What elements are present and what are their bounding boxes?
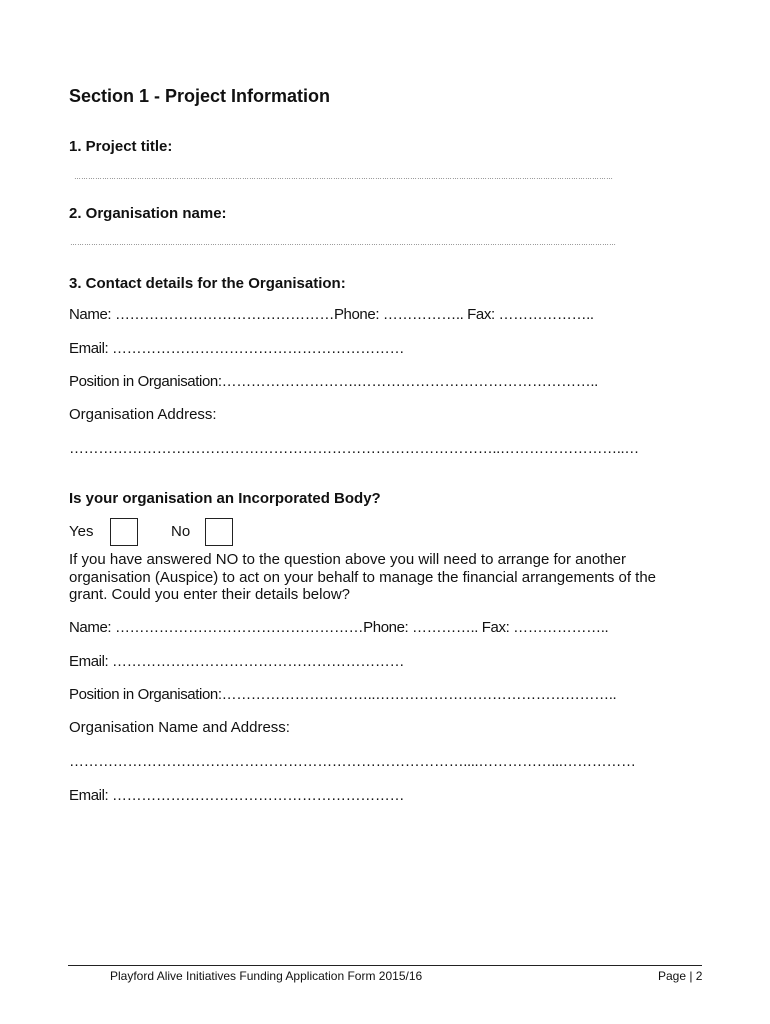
- no-label: No: [171, 523, 191, 540]
- organisation-address-field[interactable]: ……………………………………………………………………………..……………………..…: [69, 440, 639, 457]
- yes-label: Yes: [69, 523, 94, 540]
- auspice-explanation: If you have answered NO to the question above you will need to arrange for another organisation (Auspice) to act on your behalf to manage the financial arrangements of the grant. Could you enter their details below?: [69, 551, 657, 603]
- footer-divider: [68, 965, 702, 966]
- organisation-name-field[interactable]: ………………………………………………………………………………………………………………………………………………………………………………………………………………: [70, 240, 616, 247]
- organisation-address-label: Organisation Address:: [69, 406, 217, 423]
- contact-email-field[interactable]: Email: ……………………………………………………: [69, 340, 405, 357]
- contact-name-phone-fax-field[interactable]: Name: ………………………………………Phone: …………….. Fax: ………………..: [69, 306, 594, 323]
- no-checkbox[interactable]: [205, 518, 233, 546]
- project-title-field[interactable]: ……………………………………………………………………………………………………………………………………………………………………………………………………………: [74, 174, 613, 181]
- auspice-position-field[interactable]: Position in Organisation:…………………………..…………………………………………..: [69, 686, 617, 703]
- section-title: Section 1 - Project Information: [69, 86, 331, 106]
- project-title-label: 1. Project title:: [69, 138, 173, 155]
- footer-form-title: Playford Alive Initiatives Funding Application Form 2015/16: [110, 969, 423, 983]
- incorporated-question: Is your organisation an Incorporated Body?: [69, 490, 381, 507]
- auspice-name-phone-fax-field[interactable]: Name: ……………………………………………Phone: ………….. Fax: ………………..: [69, 619, 609, 636]
- footer-page-number: Page | 2: [658, 969, 703, 983]
- auspice-address-label: Organisation Name and Address:: [69, 719, 290, 736]
- yes-checkbox[interactable]: [110, 518, 138, 546]
- auspice-email-field[interactable]: Email: ……………………………………………………: [69, 653, 405, 670]
- contact-details-label: 3. Contact details for the Organisation:: [69, 275, 346, 292]
- organisation-name-label: 2. Organisation name:: [69, 205, 227, 222]
- auspice-address-field[interactable]: ………………………………………………………………………....……………...……………: [69, 753, 636, 770]
- contact-position-field[interactable]: Position in Organisation:……………………….…………………………………………..: [69, 373, 598, 390]
- auspice-email2-field[interactable]: Email: ……………………………………………………: [69, 787, 405, 804]
